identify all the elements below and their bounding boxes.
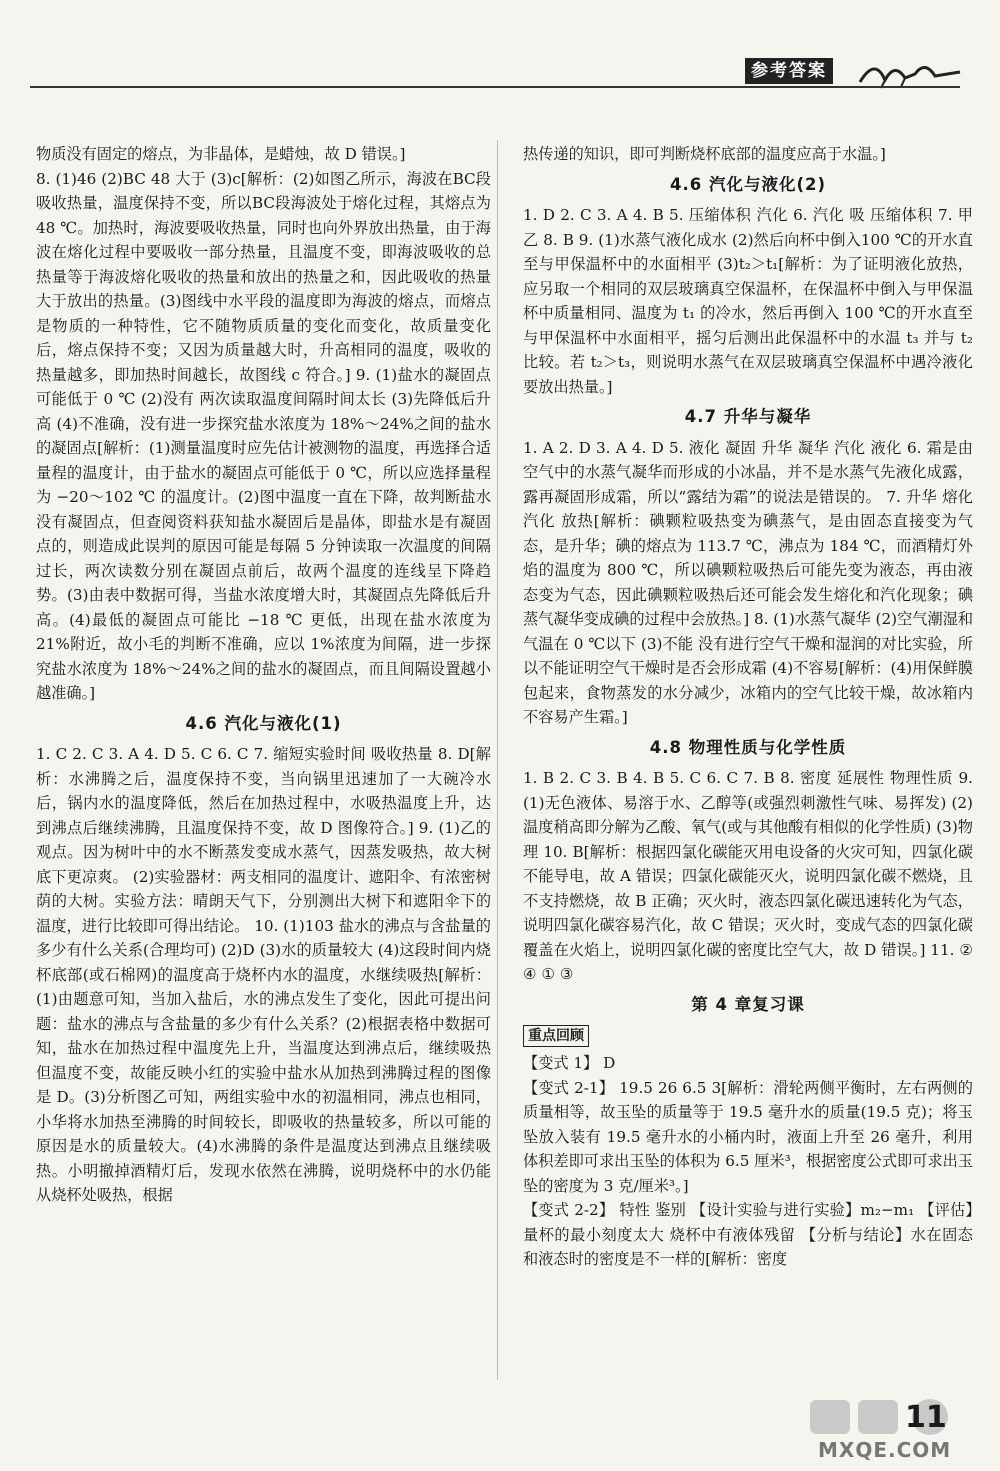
watermark-text: MXQE.COM <box>818 1438 952 1462</box>
header-label: 参考答案 <box>745 58 833 84</box>
answer-paragraph: 【变式 2-2】 特性 鉴别 【设计实验与进行实验】m₂−m₁ 【评估】量杯的最小刻度太大 烧杯中有液体残留 【分析与结论】水在固态和液态时的密度是不一样的[解析：密度 <box>523 1201 973 1268</box>
answer-paragraph: 1. B 2. C 3. B 4. B 5. C 6. C 7. B 8. 密度 延展性 物理性质 9. (1)无色液体、易溶于水、乙醇等(或强烈刺激性气味、易挥发) (2)温度稍高即分解为乙酸、氧气(或与其他酸有相似的化学性质) (3)物理 10. B[解析：根据四氯化碳能灭用电设备的火灾可知，四氯化碳不能导电，故 A 错误；四氯化碳能灭火，说明四氯化碳不燃烧，且不支持燃烧，故 B 正确；灭火时，液态四氯化碳迅速转化为气态，说明四氯化碳容易汽化，故 C 错误；灭火时，变成气态的四氯化碳覆盖在火焰上，说明四氯化碳的密度比空气大，故 D 错误。] 11. ② ④ ① ③ <box>523 769 973 983</box>
answer-paragraph: 【变式 1】 D <box>523 1054 616 1072</box>
page-number: 11 <box>905 1400 947 1435</box>
key-review-badge: 重点回顾 <box>523 1025 589 1047</box>
answer-paragraph: 1. C 2. C 3. A 4. D 5. C 6. C 7. 缩短实验时间 吸收热量 8. D[解析：水沸腾之后，温度保持不变，当向锅里迅速加了一大碗冷水后，锅内水的温度降低，然后在加热过程中，水吸热温度上升，达到沸点后继续沸腾，且温度保持不变，故 D 图像符合。] 9. (1)乙的观点。因为树叶中的水不断蒸发变成水蒸气，因蒸发吸热，故大树底下更凉爽。 (2)实验器材：两支相同的温度计、遮阳伞、有浓密树荫的大树。实验方法：晴朗天气下，分别测出大树下和遮阳伞下的温度，进行比较即可得出结论。 10. (1)103 盐水的沸点与含盐量的多少有什么关系(合理均可) (2)D (3)水的质量较大 (4)这段时间内烧杯底部(或石棉网)的温度高于烧杯内水的温度，水继续吸热[解析：(1)由题意可知，当加入盐后，水的沸点发生了变化，因此可提出问题：盐水的沸点与含盐量的多少有什么关系？(2)根据表格中数据可知，盐水在加热过程中温度先上升，当温度达到沸点后，继续吸热但温度不变，故能反映小红的实验中盐水从加热到沸腾过程的图像是 D。(3)分析图乙可知，两组实验中水的初温相同，沸点也相同，小华将水加热至沸腾的时间较长，即吸收的热量较多，所以可能的原因是水的质量较大。(4)水沸腾的条件是温度达到沸点且继续吸热。小明撤掉酒精灯后，发现水依然在沸腾，说明烧杯中的水仍能从烧杯处吸热，根据 <box>36 745 491 1204</box>
left-column <box>36 142 491 1208</box>
answer-paragraph: 热传递的知识，即可判断烧杯底部的温度应高于水温。] <box>523 145 886 163</box>
section-heading: 4.6 汽化与液化(1) <box>185 713 342 733</box>
answer-paragraph: 1. A 2. D 3. A 4. D 5. 液化 凝固 升华 凝华 汽化 液化 6. 霜是由空气中的水蒸气凝华而形成的小冰晶，并不是水蒸气先液化成露，露再凝固形成霜，所以“露结为霜”的说法是错误的。 7. 升华 熔化 汽化 放热[解析：碘颗粒吸热变为碘蒸气，是由固态直接变为气态，是升华；碘的熔点为 113.7 ℃，沸点为 184 ℃，而酒精灯外焰的温度为 800 ℃，所以碘颗粒吸热后可能先变为液态，再由液态变为气态，因此碘颗粒吸热后还可能会发生熔化和汽化现象；碘蒸气凝华变成碘的过程中会放热。] 8. (1)水蒸气凝华 (2)空气潮湿和气温在 0 ℃以下 (3)不能 没有进行空气干燥和湿润的对比实验，所以不能证明空气干燥时是否会形成霜 (4)不容易[解析：(4)用保鲜膜包起来，食物蒸发的水分减少，冰箱内的空气比较干燥，故冰箱内不容易产生霜。] <box>523 438 974 726</box>
answer-paragraph: 1. D 2. C 3. A 4. B 5. 压缩体积 汽化 6. 汽化 吸 压缩体积 7. 甲 乙 8. B 9. (1)水蒸气液化成水 (2)然后向杯中倒入100 ℃的开水直至与甲保温杯中的水面相平 (3)t₂＞t₁[解析：为了证明液化放热，应另取一个相同的双层玻璃真空保温杯，在保温杯中倒入与甲保温杯中质量相同、温度为 t₁ 的冷水，然后再倒入 100 ℃的开水直至与甲保温杯中水面相平，摇匀后测出此保温杯中的水温 t₃ 并与 t₂ 比较。若 t₂＞t₃，则说明水蒸气在双层玻璃真空保温杯中遇冷液化要放出热量。] <box>523 206 973 396</box>
answer-paragraph: 物质没有固定的熔点，为非晶体，是蜡烛，故 D 错误。] <box>36 145 406 163</box>
section-heading: 4.8 物理性质与化学性质 <box>649 737 847 757</box>
right-column <box>523 142 973 1272</box>
answer-paragraph: 8. (1)46 (2)BC 48 大于 (3)c[解析：(2)如图乙所示，海波在BC段吸收热量，温度保持不变，所以BC段海波处于熔化过程，其熔点为 48 ℃。加热时，海波要吸收热量，同时也向外界放出热量，由于海波在熔化过程中要吸收一部分热量，且温度不变，即海波吸收的总热量等于海波熔化吸收的热量和放出的热量之和，因此吸收的热量大于放出的热量。(3)图线中水平段的温度即为海波的熔点，而熔点是物质的一种特性，它不随物质质量的变化而变化，故质量变化后，熔点保持不变；又因为质量越大时，升高相同的温度，吸收的热量越多，即加热时间越长，故图线 c 符合。] 9. (1)盐水的凝固点可能低于 0 ℃ (2)没有 两次读取温度间隔时间太长 (3)先降低后升高 (4)不准确，没有进一步探究盐水浓度为 18%～24%之间的盐水的凝固点[解析：(1)测量温度时应先估计被测物的温度，再选择合适量程的温度计，由于盐水的凝固点可能低于 0 ℃，所以应选择量程为 −20～102 ℃ 的温度计。(2)图中温度一直在下降，故判断盐水没有凝固点，但查阅资料获知盐水凝固后是晶体，即盐水是有凝固点的，则造成此误判的原因可能是每隔 5 分钟读取一次温度的间隔过长，两次读数分别在凝固点前后，故两个温度的连线呈下降趋势。(3)由表中数据可得，当盐水浓度增大时，其凝固点先降低后升高。(4)最低的凝固点可能比 −18 ℃ 更低，出现在盐水浓度为 21%附近，故小毛的判断不准确，应以 1%浓度为间隔，进一步探究盐水浓度为 18%～24%之间的盐水的凝固点，而且间隔设置越小越准确。] <box>36 169 491 702</box>
header-rule <box>30 86 960 88</box>
section-heading: 4.6 汽化与液化(2) <box>669 174 827 194</box>
column-divider <box>497 140 498 1380</box>
section-heading: 4.7 升华与凝华 <box>684 407 812 426</box>
page-header <box>0 0 1000 110</box>
chapter-review-heading: 第 4 章复习课 <box>691 994 805 1014</box>
answer-paragraph: 【变式 2-1】 19.5 26 6.5 3[解析：滑轮两侧平衡时，左右两侧的质量相等，故玉坠的质量等于 19.5 毫升水的质量(19.5 克)；将玉坠放入装有 19.5 毫升水的小桶内时，液面上升至 26 毫升，利用体积差即可求出玉坠的体积为 6.5 厘米³，根据密度公式即可求出玉坠的密度为 3 克/厘米³。] <box>523 1078 973 1195</box>
